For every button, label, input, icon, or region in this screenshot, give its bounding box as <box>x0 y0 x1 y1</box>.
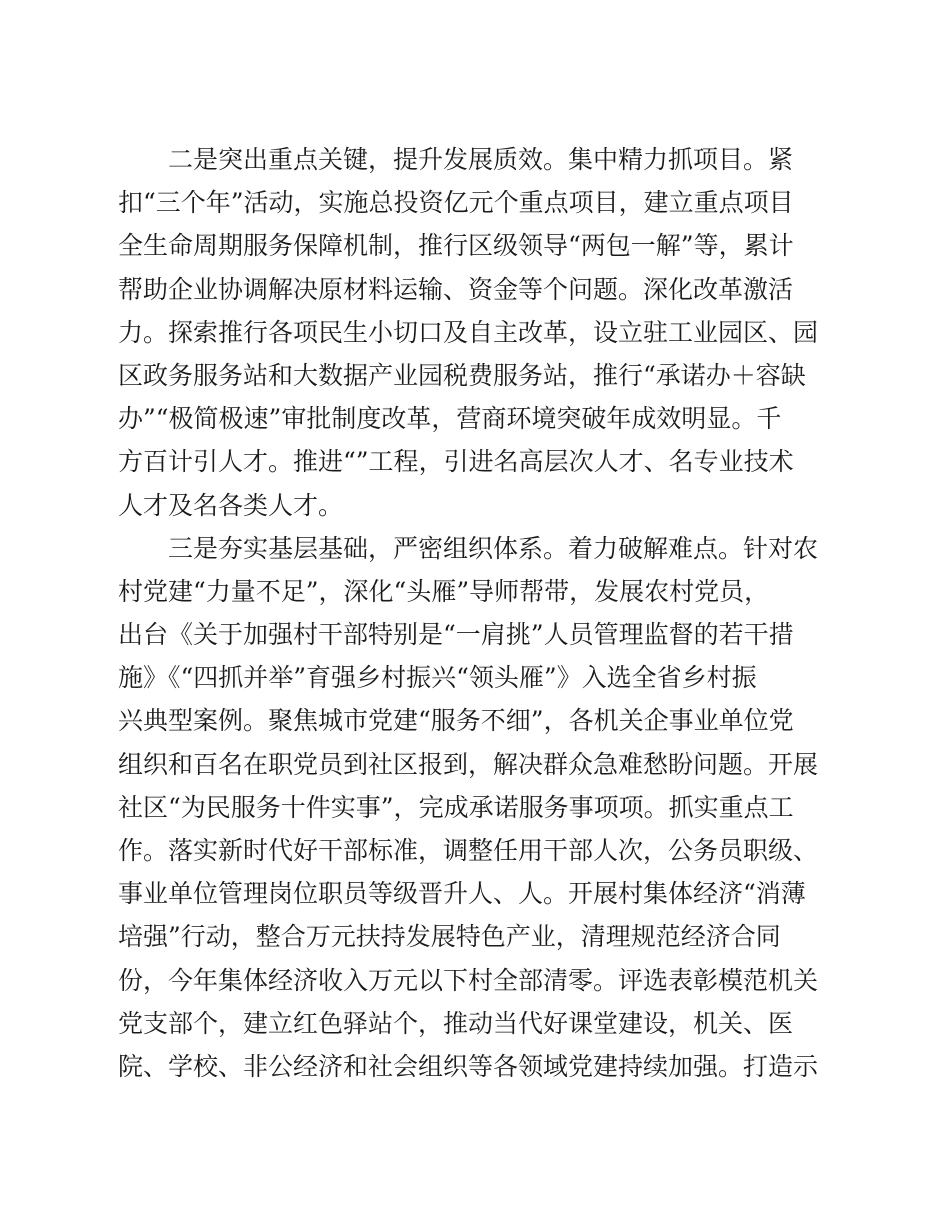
text-line: 社区“为民服务十件实事”，完成承诺服务事项项。抓实重点工 <box>118 792 794 822</box>
text-line: 方百计引人才。推进“”工程，引进名高层次人才、名专业技术 <box>118 447 794 477</box>
text-line: 院、学校、非公经济和社会组织等各领域党建持续加强。打造示 <box>118 1051 818 1081</box>
text-line: 村党建“力量不足”，深化“头雁”导师帮带，发展农村党员， <box>118 576 770 606</box>
paragraph-2 <box>118 527 818 1088</box>
text-line: 作。落实新时代好干部标准，调整任用干部人次，公务员职级、 <box>118 836 818 865</box>
text-line: 培强”行动，整合万元扶持发展特色产业，清理规范经济合同 <box>118 922 781 952</box>
text-line: 力。探索推行各项民生小切口及自主改革，设立驻工业园区、园 <box>118 317 818 347</box>
text-line: 兴典型案例。聚焦城市党建“服务不细”，各机关企事业单位党 <box>118 706 794 736</box>
document-body <box>118 138 818 1088</box>
text-line: 施》《“四抓并举”育强乡村振兴“领头雁”》入选全省乡村振 <box>118 663 757 693</box>
text-line: 组织和百名在职党员到社区报到，解决群众急难愁盼问题。开展 <box>118 749 818 779</box>
text-line: 扣“三个年”活动，实施总投资亿元个重点项目，建立重点项目 <box>118 188 794 218</box>
text-line: 三是夯实基层基础，严密组织体系。着力破解难点。针对农 <box>168 533 818 563</box>
text-line: 党支部个，建立红色驿站个，推动当代好课堂建设，机关、医 <box>118 1008 794 1038</box>
text-line: 出台《关于加强村干部特别是“一肩挑”人员管理监督的若干措 <box>118 620 794 650</box>
text-line: 二是突出重点关键，提升发展质效。集中精力抓项目。紧 <box>168 145 794 174</box>
text-line: 帮助企业协调解决原材料运输、资金等个问题。深化改革激活 <box>118 274 794 304</box>
text-line: 区政务服务站和大数据产业园税费服务站，推行“承诺办＋容缺 <box>118 360 806 390</box>
paragraph-1 <box>118 138 818 527</box>
text-line: 人才及名各类人才。 <box>118 490 344 520</box>
text-line: 份，今年集体经济收入万元以下村全部清零。评选表彰模范机关 <box>118 965 818 995</box>
text-line: 办”“极简极速”审批制度改革，营商环境突破年成效明显。千 <box>118 404 782 434</box>
text-line: 事业单位管理岗位职员等级晋升人、人。开展村集体经济“消薄 <box>118 879 806 909</box>
text-line: 全生命周期服务保障机制，推行区级领导“两包一解”等，累计 <box>118 231 794 261</box>
